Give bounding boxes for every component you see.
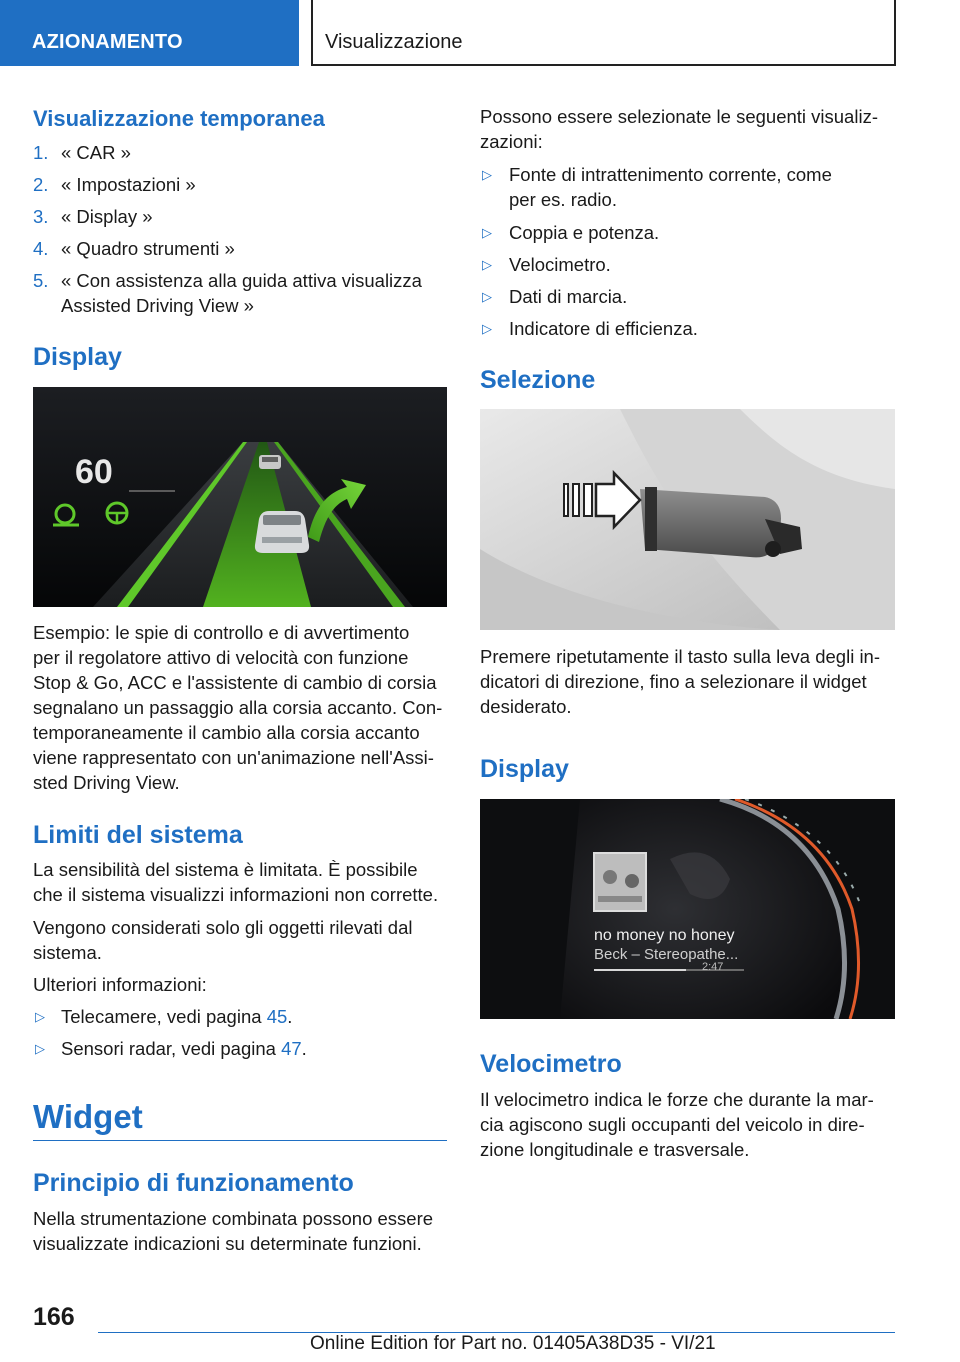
page-link-47[interactable]: 47 [281,1038,302,1059]
limits-bullet [61,1004,292,1029]
heading-temporary-display: Visualizzazione temporanea [33,106,325,131]
bullet-triangle-icon: ▷ [482,167,492,182]
track-time: 2:47 [702,961,724,973]
speed-readout: 60 [75,453,113,491]
track-progress-fill [594,969,686,971]
principle-text: Nella strumentazione combinata possono essere [33,1208,434,1229]
limits-text: sistema. [33,942,102,963]
caption-line: Esempio: le spie di controllo e di avvertimento [33,622,410,643]
limits-text: Vengono considerati solo gli oggetti rilevati dal [33,917,413,938]
heading-display-right: Display [480,755,569,783]
heading-display: Display [33,343,122,371]
assisted-driving-view-image [33,387,447,607]
option-bullet: Fonte di intrattenimento corrente, come [509,164,832,185]
bullet-text: Telecamere, vedi pagina [61,1006,267,1027]
bullet-triangle-icon: ▷ [482,257,492,272]
step-text: « Display » [61,206,153,227]
limits-text: che il sistema visualizzi informazioni non corrette. [33,884,439,905]
speedometer-text: zione longitudinale e trasversale. [480,1139,750,1160]
step-text: « Impostazioni » [61,174,196,195]
step-text: « Quadro strumenti » [61,238,235,259]
principle-text: visualizzate indicazioni su determinate funzioni. [33,1233,422,1254]
caption-line: viene rappresentato con un'animazione nell'Assi- [33,747,434,768]
selection-text: dicatori di direzione, fino a selezionare il widget [480,671,867,692]
bullet-end: . [287,1006,293,1027]
caption-line: per il regolatore attivo di velocità con funzione [33,647,409,668]
track-artist: Beck – Stereopathe... [594,946,739,963]
intro-text: Possono essere selezionate le seguenti visualiz- [480,106,878,127]
bullet-text: Sensori radar, vedi pagina [61,1038,282,1059]
media-widget-image [480,799,895,1019]
step-number: 5. [33,270,49,291]
option-bullet: Dati di marcia. [509,286,628,307]
speedometer-text: cia agiscono sugli occupanti del veicolo in dire- [480,1114,865,1135]
section-title: Visualizzazione [325,31,463,53]
limits-text: La sensibilità del sistema è limitata. È possibile [33,859,418,880]
limits-bullet [61,1036,307,1061]
heading-principle: Principio di funzionamento [33,1169,354,1197]
step-text: « CAR » [61,142,131,163]
caption-line: temporaneamente il cambio alla corsia accanto [33,722,420,743]
caption-line: sted Driving View. [33,772,180,793]
edition-info: Online Edition for Part no. 01405A38D35 - VI/21 [310,1333,716,1354]
speedometer-text: Il velocimetro indica le forze che durante la mar- [480,1089,874,1110]
widget-divider [33,1140,447,1141]
option-bullet: Coppia e potenza. [509,222,660,243]
bullet-end: . [301,1038,307,1059]
heading-system-limits: Limiti del sistema [33,821,243,849]
turn-signal-lever-image [480,409,895,630]
step-number: 1. [33,142,49,163]
bullet-triangle-icon: ▷ [482,321,492,336]
heading-widget: Widget [33,1098,143,1135]
selection-text: Premere ripetutamente il tasto sulla leva degli in- [480,646,880,667]
step-number: 2. [33,174,49,195]
limits-text: Ulteriori informazioni: [33,974,207,995]
page-number: 166 [33,1303,75,1331]
track-title: no money no honey [594,927,735,944]
caption-line: Stop & Go, ACC e l'assistente di cambio di corsia [33,672,437,693]
page-link-45[interactable]: 45 [266,1006,288,1027]
option-bullet: Velocimetro. [509,254,611,275]
step-text: « Con assistenza alla guida attiva visualizza [61,270,422,291]
option-bullet: per es. radio. [509,189,617,210]
caption-line: segnalano un passaggio alla corsia accanto. Con- [33,697,443,718]
heading-speedometer: Velocimetro [480,1050,622,1078]
chapter-tab: AZIONAMENTO [0,0,299,66]
bullet-triangle-icon: ▷ [482,225,492,240]
heading-selection: Selezione [480,366,596,394]
bullet-triangle-icon: ▷ [35,1041,45,1056]
step-number: 4. [33,238,49,259]
intro-text: zazioni: [480,131,543,152]
step-text: Assisted Driving View » [61,295,254,316]
bullet-triangle-icon: ▷ [482,289,492,304]
selection-text: desiderato. [480,696,572,717]
option-bullet: Indicatore di efficienza. [509,318,698,339]
step-number: 3. [33,206,49,227]
bullet-triangle-icon: ▷ [35,1009,45,1024]
